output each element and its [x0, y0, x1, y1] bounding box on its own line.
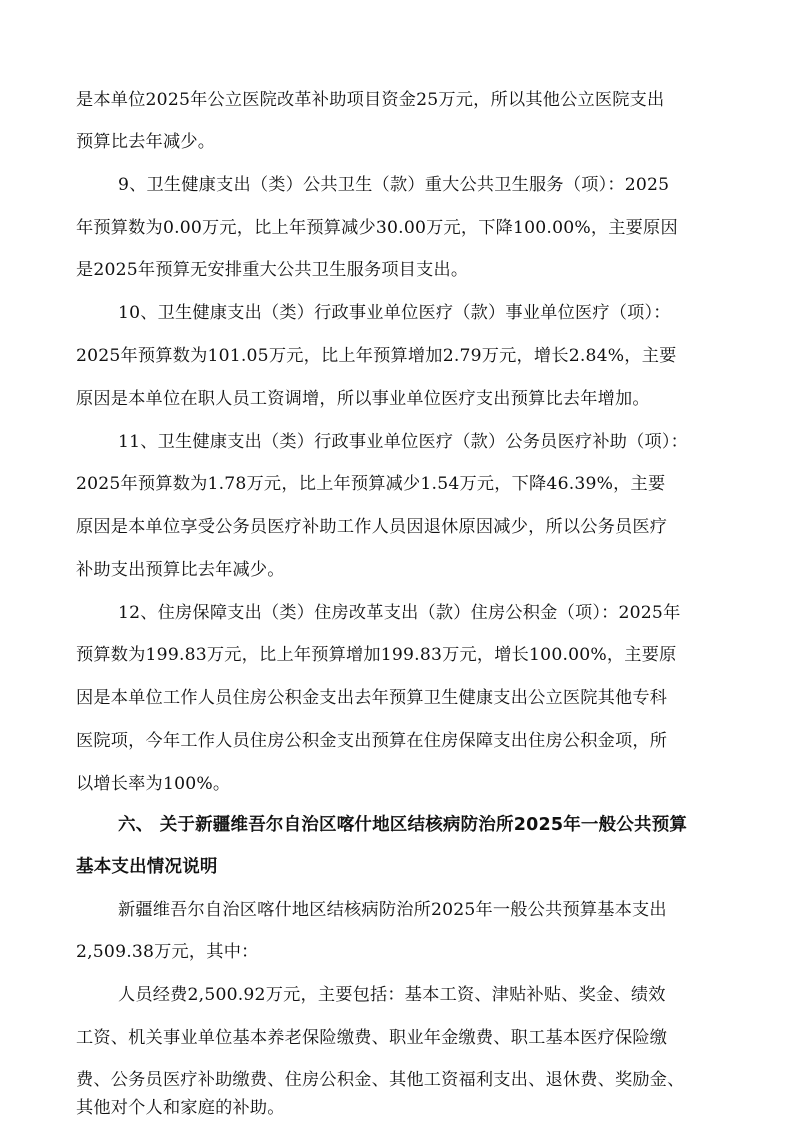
paragraph-line: 原因是本单位享受公务员医疗补助工作人员因退休原因减少，所以公务员医疗 — [76, 517, 668, 537]
paragraph-line: 2025年预算数为1.78万元，比上年预算减少1.54万元，下降46.39%，主要 — [76, 474, 666, 494]
paragraph-line: 是本单位2025年公立医院改革补助项目资金25万元，所以其他公立医院支出 — [76, 90, 665, 110]
paragraph-line: 11、卫生健康支出（类）行政事业单位医疗（款）公务员医疗补助（项）： — [118, 432, 689, 452]
paragraph-line: 医院项，今年工作人员住房公积金支出预算在住房保障支出住房公积金项，所 — [76, 731, 668, 751]
paragraph-line: 补助支出预算比去年减少。 — [76, 560, 285, 580]
paragraph-line: 预算比去年减少。 — [76, 132, 216, 152]
paragraph-line: 10、卫生健康支出（类）行政事业单位医疗（款）事业单位医疗（项）： — [118, 303, 671, 323]
paragraph-line: 原因是本单位在职人员工资调增，所以事业单位医疗支出预算比去年增加。 — [76, 389, 650, 409]
paragraph-line: 年预算数为0.00万元，比上年预算减少30.00万元，下降100.00%，主要原因 — [76, 218, 678, 238]
paragraph-line: 9、卫生健康支出（类）公共卫生（款）重大公共卫生服务（项）：2025 — [118, 175, 670, 195]
paragraph-line: 12、住房保障支出（类）住房改革支出（款）住房公积金（项）：2025年 — [118, 603, 681, 623]
section-heading: 基本支出情况说明 — [76, 857, 218, 877]
section-heading: 六、 关于新疆维吾尔自治区喀什地区结核病防治所2025年一般公共预算 — [118, 815, 688, 835]
paragraph-line: 是2025年预算无安排重大公共卫生服务项目支出。 — [76, 260, 469, 280]
paragraph-line: 因是本单位工作人员住房公积金支出去年预算卫生健康支出公立医院其他专科 — [76, 688, 668, 708]
paragraph-line: 费、公务员医疗补助缴费、住房公积金、其他工资福利支出、退休费、奖励金、 — [76, 1070, 685, 1090]
paragraph-line: 人员经费2,500.92万元，主要包括：基本工资、津贴补贴、奖金、绩效 — [118, 985, 666, 1005]
paragraph-line: 以增长率为100%。 — [76, 774, 231, 794]
paragraph-line: 其他对个人和家庭的补助。 — [76, 1098, 285, 1118]
paragraph-line: 2,509.38万元，其中： — [76, 942, 259, 962]
paragraph-line: 新疆维吾尔自治区喀什地区结核病防治所2025年一般公共预算基本支出 — [118, 900, 667, 920]
paragraph-line: 2025年预算数为101.05万元，比上年预算增加2.79万元，增长2.84%，主要 — [76, 346, 677, 366]
paragraph-line: 预算数为199.83万元，比上年预算增加199.83万元，增长100.00%，主要原 — [76, 645, 677, 665]
paragraph-line: 工资、机关事业单位基本养老保险缴费、职业年金缴费、职工基本医疗保险缴 — [76, 1028, 668, 1048]
